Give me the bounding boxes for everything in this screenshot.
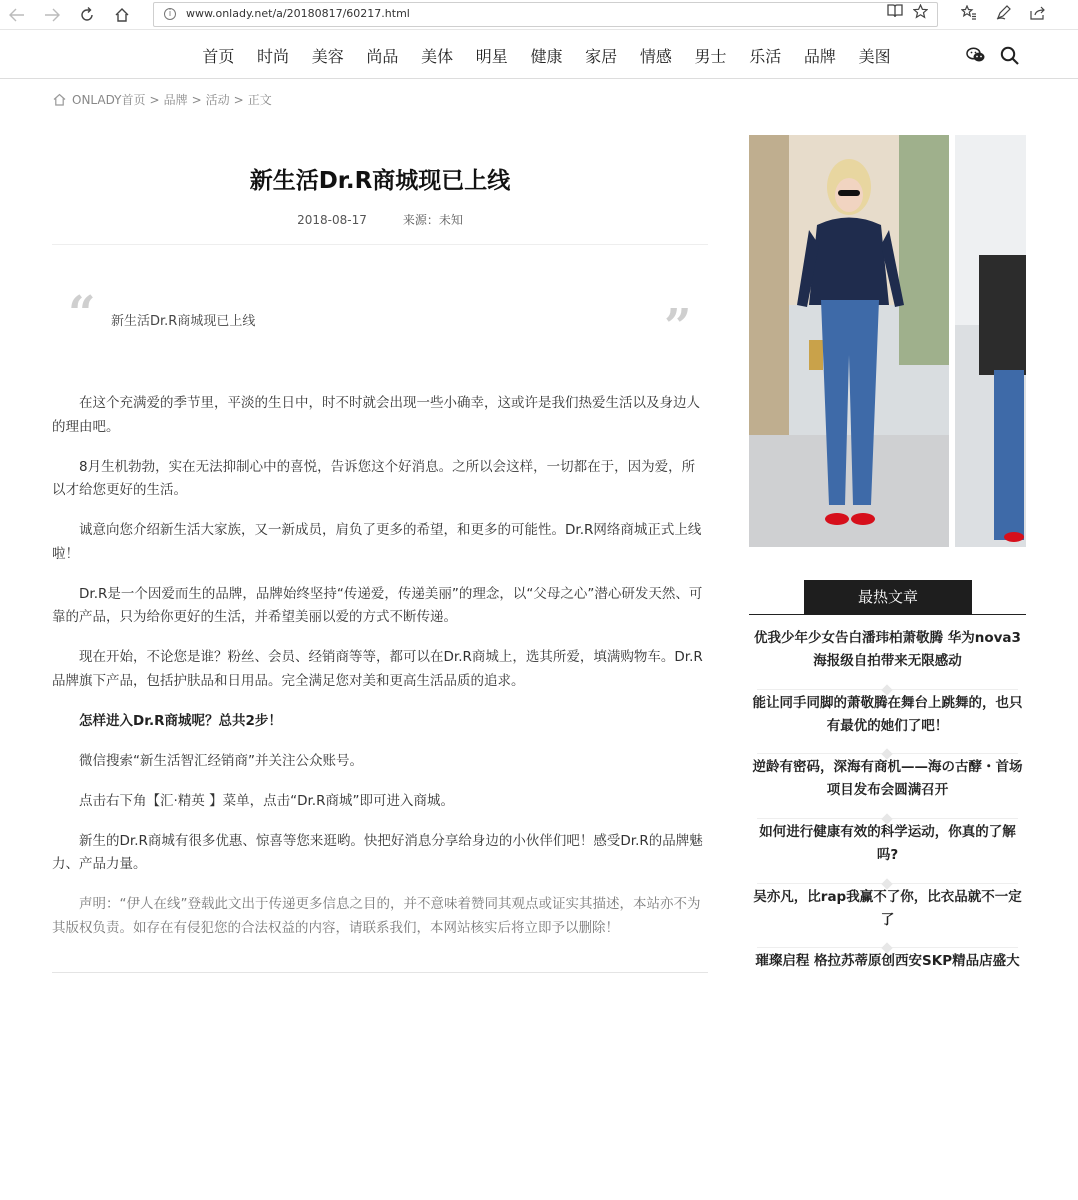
nav-item-body[interactable]: 美体 [421, 47, 454, 66]
article-paragraph: 点击右下角【汇·精英 】菜单，点击“Dr.R商城”即可进入商城。 [79, 792, 454, 809]
reading-view-icon[interactable] [887, 4, 903, 22]
hot-article-title: 璀璨启程 格拉苏蒂原创西安SKP精品店盛大 [755, 953, 1020, 970]
breadcrumb-separator: > [191, 92, 202, 107]
favorite-star-icon[interactable] [913, 4, 928, 23]
breadcrumb-separator: > [233, 92, 244, 107]
breadcrumb-brand[interactable]: 品牌 [163, 93, 188, 107]
article-paragraph: 在这个充满爱的季节里，平淡的生日中，时不时就会出现一些小确幸，这或许是我们热爱生活以及身边人的理由吧。 [52, 395, 700, 435]
hot-article-link[interactable] [749, 690, 1026, 755]
article-meta [52, 211, 708, 228]
breadcrumb-current: 正文 [247, 93, 272, 107]
nav-item-lifestyle[interactable]: 乐活 [749, 47, 782, 66]
hot-article-link[interactable] [749, 948, 1026, 988]
web-note-icon[interactable] [996, 5, 1011, 24]
site-info-icon[interactable]: i [164, 8, 176, 20]
hot-article-title: 优我少年少女告白潘玮柏萧敬腾 华为nova3海报级自拍带来无限感动 [754, 630, 1021, 669]
hot-articles-title: 最热文章 [804, 580, 972, 615]
hot-articles-header [749, 580, 1026, 615]
home-icon[interactable] [111, 5, 133, 25]
nav-item-home-living[interactable]: 家居 [585, 47, 618, 66]
open-quote-icon: “ [68, 286, 96, 342]
article-title: 新生活Dr.R商城现已上线 [249, 168, 511, 194]
nav-item-stars[interactable]: 明星 [475, 47, 508, 66]
nav-item-fashion[interactable]: 时尚 [257, 47, 290, 66]
favorites-hub-icon[interactable] [961, 5, 977, 24]
hot-article-link[interactable] [749, 819, 1026, 884]
hot-article-title: 逆龄有密码，深海有商机——海の古酵・首场项目发布会圆满召开 [752, 759, 1023, 799]
breadcrumb-activity[interactable]: 活动 [205, 93, 230, 107]
article-paragraph: 诚意向您介绍新生活大家族，又一新成员，肩负了更多的希望，和更多的可能性。Dr.R网络商城正式上线啦！ [52, 522, 702, 562]
article-summary: 新生活Dr.R商城现已上线 [111, 314, 256, 329]
url-text: www.onlady.net/a/20180817/60217.html [186, 7, 410, 20]
article-paragraph: 新生的Dr.R商城有很多优惠、惊喜等您来逛哟。快把好消息分享给身边的小伙伴们吧！感受Dr.R的品牌魅力、产品力量。 [52, 832, 703, 872]
article-paragraph: 8月生机勃勃，实在无法抑制心中的喜悦，告诉您这个好消息。之所以会这样，一切都在于，因为爱，所以才给您更好的生活。 [52, 458, 696, 498]
nav-item-emotion[interactable]: 情感 [639, 47, 672, 66]
hot-articles-list [749, 625, 1026, 988]
divider [52, 244, 708, 245]
article-subheading: 怎样进入Dr.R商城呢？总共2步！ [79, 712, 282, 729]
nav-item-brand[interactable]: 品牌 [803, 47, 836, 66]
home-icon [53, 93, 66, 106]
hot-article-title: 如何进行健康有效的科学运动，你真的了解吗? [759, 824, 1016, 864]
hot-article-title: 能让同手同脚的萧敬腾在舞台上跳舞的，也只有最优的她们了吧！ [752, 694, 1023, 734]
article-paragraph: 现在开始，不论您是谁？粉丝、会员、经销商等等，都可以在Dr.R商城上，选其所爱，填满购物车。Dr.R品牌旗下产品，包括护肤品和日用品。完全满足您对美和更高生活品质的追求。 [52, 649, 703, 689]
breadcrumb-separator: > [149, 92, 160, 107]
close-quote-icon: ” [664, 299, 692, 355]
wechat-icon[interactable] [966, 47, 986, 63]
refresh-icon[interactable] [76, 5, 98, 25]
article-paragraph: 微信搜索“新生活智汇经销商”并关注公众账号。 [79, 752, 363, 769]
nav-item-luxury[interactable]: 尚品 [366, 47, 399, 66]
back-icon[interactable] [6, 5, 28, 25]
article-disclaimer: 声明：“伊人在线”登载此文出于传递更多信息之目的，并不意味着赞同其观点或证实其描述，本站亦不为其版权负责。如存在有侵犯您的合法权益的内容，请联系我们，本网站核实后将立即予以删除！ [52, 896, 701, 936]
article-paragraph: Dr.R是一个因爱而生的品牌，品牌始终坚持“传递爱，传递美丽”的理念，以“父母之心”潜心研发天然、可靠的产品，只为给你更好的生活，并希望美丽以爱的方式不断传递。 [52, 585, 703, 625]
divider [52, 972, 708, 973]
nav-item-home[interactable]: 首页 [202, 47, 235, 66]
hot-article-link[interactable] [749, 754, 1026, 819]
sidebar-banner-image[interactable] [749, 135, 1026, 547]
article-body [52, 392, 708, 957]
nav-item-men[interactable]: 男士 [694, 47, 727, 66]
address-bar[interactable] [153, 2, 938, 27]
hot-article-link[interactable] [749, 884, 1026, 949]
breadcrumb-home[interactable]: ONLADY首页 [72, 93, 146, 107]
site-navigation [0, 31, 1078, 79]
hot-article-link[interactable] [749, 625, 1026, 690]
forward-icon[interactable] [41, 5, 63, 25]
browser-toolbar [0, 0, 1078, 30]
breadcrumb [53, 91, 272, 108]
article-date: 2018-08-17 [297, 213, 367, 227]
nav-item-gallery[interactable]: 美图 [858, 47, 891, 66]
main-menu [191, 44, 902, 67]
article-source: 来源：未知 [402, 213, 463, 227]
nav-item-health[interactable]: 健康 [530, 47, 563, 66]
search-icon[interactable] [1000, 46, 1020, 66]
nav-item-beauty[interactable]: 美容 [311, 47, 344, 66]
hot-article-title: 吴亦凡，比rap我赢不了你，比衣品就不一定了 [753, 888, 1022, 928]
share-icon[interactable] [1030, 5, 1046, 24]
